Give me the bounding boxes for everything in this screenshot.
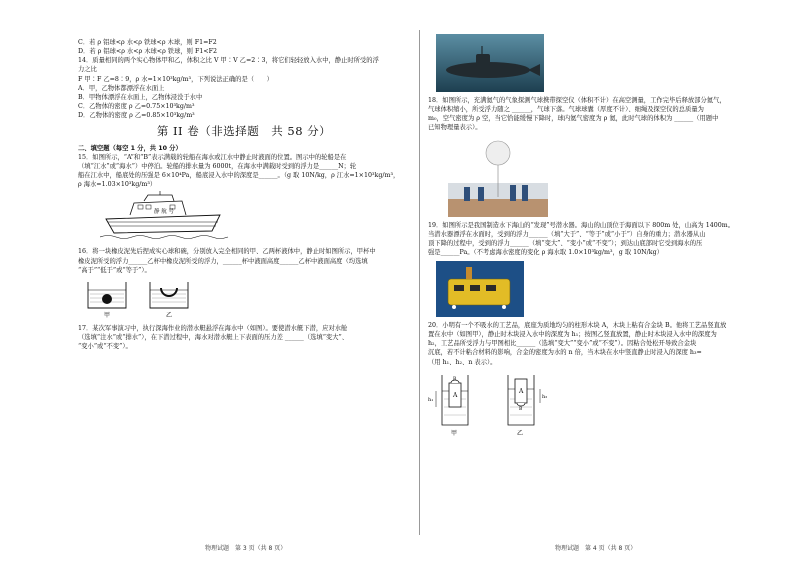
q14-option-d: D．乙物体的密度 ρ 乙=0.85×10³kg/m³	[78, 112, 195, 119]
dim-label-h1: h₁	[428, 396, 434, 403]
question-20-line3: h₂，工艺品所受浮力与甲图相比______（选填“变大”“变小”或“不变”）。因粘合处松开导致合金块	[428, 340, 697, 348]
ship-diagram-icon	[100, 191, 230, 243]
question-20-line1: 20．小明有一个不吸水的工艺品，底座为质地均匀的柱形木块 A，木块上粘有合金块 B。他将工艺品竖直放	[428, 322, 727, 329]
question-20-line4: 沉底，若不计粘合材料的影响，合金的密度为水的 n 倍，当木块在水中竖直静止时浸入的深度 h₃=	[428, 349, 702, 357]
question-17-line1: 17．某次军事演习中，执行深海作业的潜水艇悬浮在海水中（如图）。要使潜水艇下潜，应对水舱	[78, 324, 348, 332]
submarine-photo-icon	[436, 34, 544, 92]
block-a-label-2: A	[519, 387, 524, 395]
question-18-line1: 18．如图所示，充满氦气的气象探测气球携带探空仪（体积不计）在高空测量，工作完毕后释放部分氦气，	[428, 97, 726, 104]
cup-label-jia: 甲	[104, 311, 111, 319]
cup-label-yi: 乙	[166, 311, 173, 319]
column-divider	[419, 30, 420, 535]
question-15-line3: 船在江水中，船底处的压强是 6×10⁴Pa，船底浸入水中的深度是______。（g 取 10N/kg，ρ 江水=1×10³kg/m³，	[78, 172, 400, 180]
question-19-line1: 19．如图所示是我国制造水下海山的“发现”号潜水器。海山的山顶位于海面以下 800m 处，山高为 1400m。	[428, 221, 735, 229]
block-a-label-1: A	[453, 391, 458, 399]
question-19-line2: 当潜水器漂浮在水面时，受到的浮力______（填“大于”、“等于”或“小于”）自身的重力；潜水器从山	[428, 230, 706, 238]
question-16-line2: 橡皮泥所受的浮力______乙杯中橡皮泥所受的浮力，______杯中液面高度______乙杯中液面高度（均选填	[78, 257, 368, 265]
block-b-label-1: B	[453, 376, 457, 382]
right-page-footer: 物理试题 第 4 页（共 8 页）	[555, 545, 637, 552]
section-title: 第 II 卷（非选择题 共 58 分）	[156, 124, 332, 139]
question-17-line2: （选填“注水”或“排水”），在下潜过程中，海水对潜水艇上下表面的压力差 ______（选填“变大”、	[78, 333, 349, 341]
weather-balloon-photo-icon	[448, 137, 548, 217]
question-15-line4: ρ 海水=1.03×10³kg/m³）	[78, 181, 157, 189]
block-b-label-2: B	[519, 406, 523, 412]
question-15-line1: 15．如图所示，“A”和“B”表示满载的轮船在海水或江水中静止时液面的位置。图示中的轮船是在	[78, 153, 347, 161]
fig-label-yi: 乙	[517, 429, 524, 437]
q14-option-c: C．乙物体的密度 ρ 乙=0.75×10³kg/m³	[78, 102, 195, 110]
question-18-line3: m₀，空气密度为 ρ 空，当它恰能缓慢下降时，球内氦气密度为 ρ 氦，此时气球的体积为 ______（用题中	[428, 115, 719, 123]
question-14-stem-cont2: F 甲∶F 乙=8∶9，ρ 水=1×10³kg/m³，下列说法正确的是（ ）	[78, 75, 273, 83]
question-19-line4: 强是______Pa。（不考虑海水密度的变化 ρ 海水取 1.0×10³kg/m³，g 取 10N/kg）	[428, 248, 663, 256]
question-14-stem: 14．质量相同的两个实心物体甲和乙，体积之比 V 甲∶V 乙=2∶3，将它们轻轻放入水中，静止时所受的浮	[78, 57, 379, 65]
right-column	[428, 34, 762, 439]
question-20-line2: 置在水中（如图甲），静止时木块浸入水中的深度为 h₁；按图乙竖直放置，静止时木块浸入水中的深度为	[428, 331, 717, 339]
question-16-line1: 16．将一块橡皮泥先后捏成实心球和碗，分别放入完全相同的甲、乙两杯液体中，静止时如图所示，甲杯中	[78, 248, 376, 256]
option-d: D．若 ρ 铝球<ρ 水<ρ 木球<ρ 铁球，则 F1<F2	[78, 48, 217, 56]
q14-option-a: A．甲，乙物体都漂浮在水面上	[78, 84, 165, 92]
left-column	[78, 38, 410, 351]
q14-option-b: B．甲物体漂浮在水面上，乙物体浸没于水中	[78, 93, 203, 101]
cups-diagram-icon	[82, 278, 202, 320]
question-17-line3: “变小”或“不变”）。	[78, 343, 132, 351]
left-page-footer: 物理试题 第 3 页（共 8 页）	[205, 545, 287, 552]
question-20-line5: （用 h₁、h₂、n 表示）。	[428, 358, 497, 366]
question-19-line3: 顶下降的过程中，受到的浮力______（填“变大”、“变小”或“不变”）；到达山底部时它受到海水的压	[428, 239, 703, 247]
question-14-stem-cont: 力之比	[78, 66, 97, 74]
question-18-line2: 气球体积缩小，所受浮力随之 ______，气球下落。气球球囊（厚度不计）、细绳及探空仪的总质量为	[428, 106, 704, 114]
question-18-line4: 已知物理量表示）。	[428, 124, 482, 132]
fig-label-jia: 甲	[451, 429, 458, 437]
question-16-line3: “高于”“低于”或“等于”）。	[78, 266, 151, 274]
option-c: C．若 ρ 铝球<ρ 水<ρ 铁球<ρ 木球，则 F1=F2	[78, 39, 217, 46]
deep-sea-submersible-photo-icon	[436, 261, 524, 317]
question-15-line2: （填“江水”或“海水”）中停泊。轮船的排水量为 6000t，在海水中满载时受到的浮力是______N；轮	[78, 163, 357, 171]
dim-label-h2: h₂	[542, 393, 548, 400]
wood-block-diagram-icon	[428, 369, 568, 439]
ship-name-text: 静 航 号	[154, 209, 174, 216]
fill-in-heading: 二、填空题（每空 1 分，共 10 分）	[78, 144, 182, 152]
